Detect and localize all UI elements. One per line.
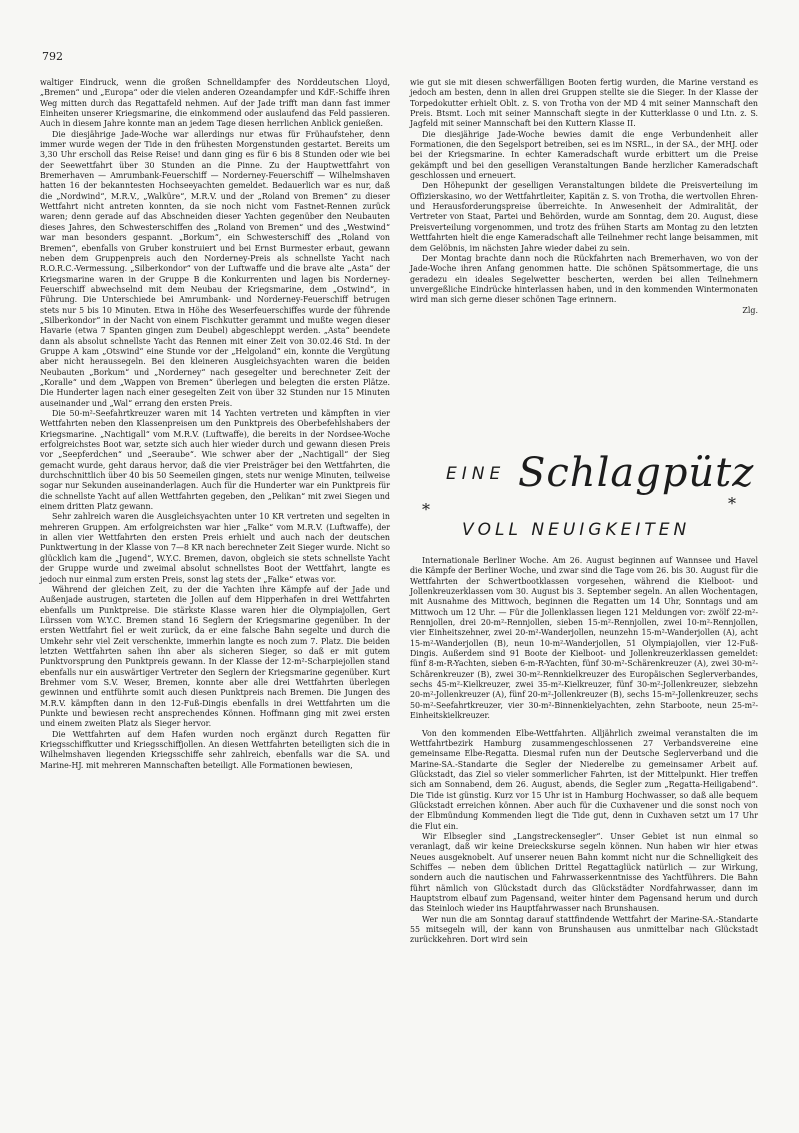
paragraph: waltiger Eindruck, wenn die großen Schnelldampfer des Norddeutschen Lloyd, „Bremen“ und „Europa“ oder die vielen anderen Ozeandampfer und KdF.-Schiffe ihren Weg mitten durch das Regattafeld nehmen. Auf der Jade trifft man dann fast immer Einheiten unserer Kriegsmarine, die einkommend oder auslaufend das Feld passieren. Auch in diesem Jahre konnte man an jedem Tage diesen herrlichen Anblick genießen.: [40, 78, 390, 129]
paragraph: Sehr zahlreich waren die Ausgleichsyachten unter 10 KR vertreten und segelten in mehreren Gruppen. Am erfolgreichsten war hier „Falke“ vom M.R.V. (Luftwaffe), der in allen vier Wettfahrten den ersten Preis erhielt und auch nach der deutschen Punktwertung in der Klasse von 7—8 KR nach berechneter Zeit Sieger wurde. Nicht so glücklich kam die „Jugend“, W.Y.C. Bremen, davon, obgleich sie stets schnellste Yacht der Gruppe wurde und zweimal absolut schnellstes Boot der Wettfahrt, langte es jedoch nur einmal zum ersten Preis, sonst lag stets der „Falke“ etwas vor.: [40, 512, 390, 584]
news-heading: Von den kommenden Elbe-Wettfahrten.: [422, 728, 587, 738]
right-column-bottom: [410, 556, 758, 946]
news-item-berliner-woche: [410, 556, 758, 722]
schlagpuetz-logo: [410, 448, 758, 548]
logo-word-top: EINE: [446, 464, 506, 484]
paragraph: Die diesjährige Jade-Woche war allerdings nur etwas für Frühaufsteher, denn immer wurde wegen der Tide in den frühesten Morgenstunden gestartet. Bereits um 3,30 Uhr erscholl das Reise Reise! und dann ging es für 6 bis 8 Stunden oder wie bei der Seewettfahrt über 30 Stunden an die Pinne. Zu der Hauptwettfahrt von Bremerhaven — Amrumbank-Feuerschiff — Norderney-Feuerschiff — Wilhelmshaven hatten 16 der bekanntesten Hochseeyachten gemeldet. Bedauerlich war es nur, daß die „Nordwind“, M.R.V., „Walküre“, M.R.V. und der „Roland von Bremen“ zu dieser Wettfahrt nicht antreten konnten, da sie noch nicht vom Fastnet-Rennen zurück waren; denn gerade auf das Abschneiden dieser Yachten gegenüber den Neubauten dieses Jahres, den Schwesterschiffen des „Roland von Bremen“ und des „Westwind“ war man besonders gespannt. „Borkum“, ein Schwesterschiff des „Roland von Bremen“, ebenfalls von Gruber konstruiert und bei Ernst Burmester erbaut, gewann neben dem Gruppenpreis auch den Norderney-Preis als schnellste Yacht nach R.O.R.C.-Vermessung. „Silberkondor“ von der Luftwaffe und die brave alte „Asta“ der Kriegsmarine waren in der Gruppe B die Konkurrenten und lagen bis Norderney-Feuerschiff abwechselnd mit dem Neubau der Kriegsmarine, dem „Ostwind“, in Führung. Die Unterschiede bei Amrumbank- und Norderney-Feuerschiff betrugen stets nur 5 bis 10 Minuten. Etwa in Höhe des Weserfeuerschiffes wurde der führende „Silberkondor“ in der Nacht von einem Fischkutter gerammt und mußte wegen dieser Havarie (etwa 7 Spanten gingen zum Deubel) abgeschleppt werden. „Asta“ beendete dann als absolut schnellste Yacht das Rennen mit einer Zeit von 30.02.46 Std. In der Gruppe A kam „Otswind“ eine Stunde vor der „Helgoland“ ein, konnte die Vergütung aber nicht heraussegeln. Bei den kleineren Ausgleichsyachten waren die beiden Neubauten „Borkum“ und „Norderney“ nach gesegelter und berechneter Zeit der „Koralle“ und dem „Wappen von Bremen“ überlegen und belegten die ersten Plätze. Die Hunderter lagen nach einer gesegelten Zeit von über 32 Stunden nur 15 Minuten auseinander und „Wal“ errang den ersten Preis.: [40, 129, 390, 408]
news-text: Am 26. August beginnen auf Wannsee und Havel die Kämpfe der Berliner Woche, und zwar sind die Tage vom 26. bis 30. August für die Wettfahrten der Schwertbootklassen vorgesehen, während die Kielboot- und Jollenkreuzerklassen vom 30. August bis 3. September segeln. An allen Wochentagen, mit Ausnahme des Mittwoch, beginnen die Regatten um 14 Uhr, Sonntags und am Mittwoch um 12 Uhr. — Für die Jollenklassen liegen 121 Meldungen vor: zwölf 22-m²-Rennjollen, drei 20-m²-Rennjollen, sieben 15-m²-Rennjollen, zwei 10-m²-Rennjollen, vier Einheitszehner, zwei 20-m²-Wanderjollen, neunzehn 15-m²-Wanderjollen (A), acht 15-m²-Wanderjollen (B), neun 10-m²-Wanderjollen, 51 Olympiajollen, vier 12-Fuß-Dingis. Außerdem sind 91 Boote der Kielboot- und Jollenkreuzerklassen gemeldet: fünf 8-m-R-Yachten, sieben 6-m-R-Yachten, fünf 30-m²-Schärenkreuzer (A), zwei 30-m²-Schärenkreuzer (B), zwei 30-m²-Rennkielkreuzer des Europäischen Seglerverbandes, sechs 45-m²-Kielkreuzer, zwei 35-m²-Kielkreuzer, fünf 30-m²-Jollenkreuzer, siebzehn 20-m²-Jollenkreuzer (A), fünf 20-m²-Jollenkreuzer (B), sechs 15-m²-Jollenkreuzer, sechs 50-m²-Seefahrtkreuzer, vier 30-m²-Binnenkielyachten, zehn Starboote, neun 25-m²-Einheitskielkreuzer.: [410, 556, 758, 721]
star-icon: *: [728, 494, 736, 513]
paragraph: wie gut sie mit diesen schwerfälligen Booten fertig wurden, die Marine verstand es jedoch am besten, denn in allen drei Gruppen stellte sie die Sieger. In der Klasse der Torpedokutter erhielt Oblt. z. S. von Trotha von der MD 4 mit seiner Mannschaft den Preis. Btsmt. Loch mit seiner Mannschaft siegte in der Kutterklasse 0 und Ltn. z. S. Jagfeld mit seiner Mannschaft bei den Kuttern Klasse II.: [410, 78, 758, 129]
paragraph: Den Höhepunkt der geselligen Veranstaltungen bildete die Preisverteilung im Offizierskasino, wo der Wettfahrtleiter, Kapitän z. S. von Trotha, die wertvollen Ehren- und Herausforderungspreise überreichte. In Anwesenheit der Admiralität, der Vertreter von Staat, Partei und Behörden, wurde am Sonntag, dem 20. August, diese Preisverteilung vorgenommen, und trotz des frühen Starts am Montag zu den letzten Wettfahrten hielt die enge Kameradschaft alle Teilnehmer recht lange beisammen, mit dem Gelöbnis, im nächsten Jahre wieder dabei zu sein.: [410, 181, 758, 253]
logo-script-word: Schlagpütz: [518, 450, 755, 496]
paragraph: Während der gleichen Zeit, zu der die Yachten ihre Kämpfe auf der Jade und Außenjade austrugen, starteten die Jollen auf dem Hipperhafen in drei Wettfahrten ebenfalls um Punktpreise. Die stärkste Klasse waren hier die Olympiajollen, Gert Lürssen vom W.Y.C. Bremen stand 16 Seglern der Kriegsmarine gegenüber. In der ersten Wettfahrt fiel er weit zurück, da er eine falsche Bahn segelte und durch die Umkehr sehr viel Zeit verschenkte, immerhin langte es noch zum 7. Platz. Die beiden letzten Wettfahrten sahen ihn aber als sicheren Sieger, so daß er mit gutem Punktvorsprung den Punktpreis gewann. In der Klasse der 12-m²-Scharpiejollen stand ebenfalls nur ein auswärtiger Vertreter den Seglern der Kriegsmarine gegenüber. Kurt Brehmer vom S.V. Weser, Bremen, konnte aber alle drei Wettfahrten überlegen gewinnen und entführte somit auch diesen Punktpreis nach Bremen. Die Jungen des M.R.V. kämpften dann in den 12-Fuß-Dingis ebenfalls in drei Wettfahrten um die Punkte und bewiesen recht ansprechendes Können. Hoffmann ging mit zwei ersten und einem zweiten Platz als Sieger hervor.: [40, 584, 390, 729]
right-column-top: [410, 78, 758, 316]
paragraph: Die diesjährige Jade-Woche bewies damit die enge Verbundenheit aller Formationen, die den Segelsport betreiben, sei es im NSRL., in der SA., der MHJ. oder bei der Kriegsmarine. In echter Kameradschaft wurde erbittert um die Preise gekämpft und bei den geselligen Veranstaltungen Bande herzlicher Kameradschaft geschlossen und erneuert.: [410, 129, 758, 181]
paragraph: Die Wettfahrten auf dem Hafen wurden noch ergänzt durch Regatten für Kriegsschiffkutter und Kriegsschiffjollen. An diesen Wettfahrten beteiligten sich die in Wilhelmshaven liegenden Kriegsschiffe sehr zahlreich, ebenfalls war die SA. und Marine-HJ. mit mehreren Mannschaften beteiligt. Alle Formationen bewiesen,: [40, 729, 390, 770]
news-item-elbe-wettfahrten: [410, 729, 758, 832]
paragraph: Wir Elbsegler sind „Langstreckensegler“. Unser Gebiet ist nun einmal so veranlagt, daß wir keine Dreieckskurse segeln können. Nun haben wir hier etwas Neues ausgeknobelt. Auf unserer neuen Bahn kommt nicht nur die Schnelligkeit des Schiffes — neben dem üblichen Drittel Regattaglück natürlich — zur Wirkung, sondern auch die nautischen und Fahrwasserkenntnisse des Yachtführers. Die Bahn führt nämlich von Glückstadt durch das Glückstädter Nordfahrwasser, dann im Hauptstrom elbauf zum Pagensand, weiter hinter dem Pagensand herum und durch das Steinloch wieder ins Hauptfahrwasser nach Brunshausen.: [410, 831, 758, 914]
logo-word-bottom: VOLL NEUIGKEITEN: [462, 520, 691, 540]
star-icon: *: [422, 500, 430, 519]
paragraph: Wer nun die am Sonntag darauf stattfindende Wettfahrt der Marine-SA.-Standarte 55 mitsegeln will, der kann von Brunshausen aus unmittelbar nach Glückstadt zurückkehren. Dort wird sein: [410, 914, 758, 945]
news-text: Alljährlich zweimal veranstalten die im Wettfahrtbezirk Hamburg zusammengeschlossenen 27 Verbandsvereine eine gemeinsame Elbe-Regatta. Diesmal rufen nun der Deutsche Seglerverband und die Marine-SA.-Standarte die Segler der Niederelbe zu gemeinsamer Arbeit auf. Glückstadt, das Ziel so vieler sommerlicher Fahrten, ist der Mittelpunkt. Hier treffen sich am Sonnabend, dem 26. August, abends, die Segler zum „Regatta-Heiligabend“. Die Tide ist günstig. Kurz vor 15 Uhr ist in Hamburg Hochwasser, so daß alle bequem Glückstadt erreichen können. Aber auch für die Cuxhavener und die sonst noch von der Elbmündung Kommenden liegt die Tide gut, denn in Cuxhaven setzt um 17 Uhr die Flut ein.: [410, 728, 759, 831]
page-number: 792: [42, 50, 63, 63]
author-signature: Zlg.: [742, 305, 758, 315]
paragraph: Die 50-m²-Seefahrtkreuzer waren mit 14 Yachten vertreten und kämpften in vier Wettfahrten neben den Klassenpreisen um den Punktpreis des Oberbefehlshabers der Kriegsmarine. „Nachtigall“ vom M.R.V. (Luftwaffe), die bereits in der Nordsee-Woche erfolgreichstes Boot war, setzte sich auch hier wieder durch und gewann diesen Preis vor „Seepferdchen“ und „Seeraube“. Wie schwer aber der „Nachtigall“ der Sieg gemacht wurde, geht daraus hervor, daß die vier Preisträger bei den Wettfahrten, die durchschnittlich über 40 bis 50 Seemeilen gingen, stets nur wenige Minuten, teilweise sogar nur Sekunden auseinanderlagen. Auch für die Hunderter war ein Punktpreis für die schnellste Yacht auf allen Wettfahrten gegeben, den „Pelikan“ mit zwei Siegen und einem dritten Platz gewann.: [40, 409, 390, 512]
news-heading: Internationale Berliner Woche.: [422, 556, 549, 565]
paragraph: Der Montag brachte dann noch die Rückfahrten nach Bremerhaven, wo von der Jade-Woche ihren Anfang genommen hatte. Die schönen Spätsommertage, die uns geradezu ein ideales Segelwetter bescherten, werden bei allen Teilnehmern unvergeßliche Eindrücke hinterlassen haben, und in den kommenden Wintermonaten wird man sich gerne dieser schönen Tage erinnern.: [410, 253, 758, 305]
left-column: [40, 78, 390, 771]
